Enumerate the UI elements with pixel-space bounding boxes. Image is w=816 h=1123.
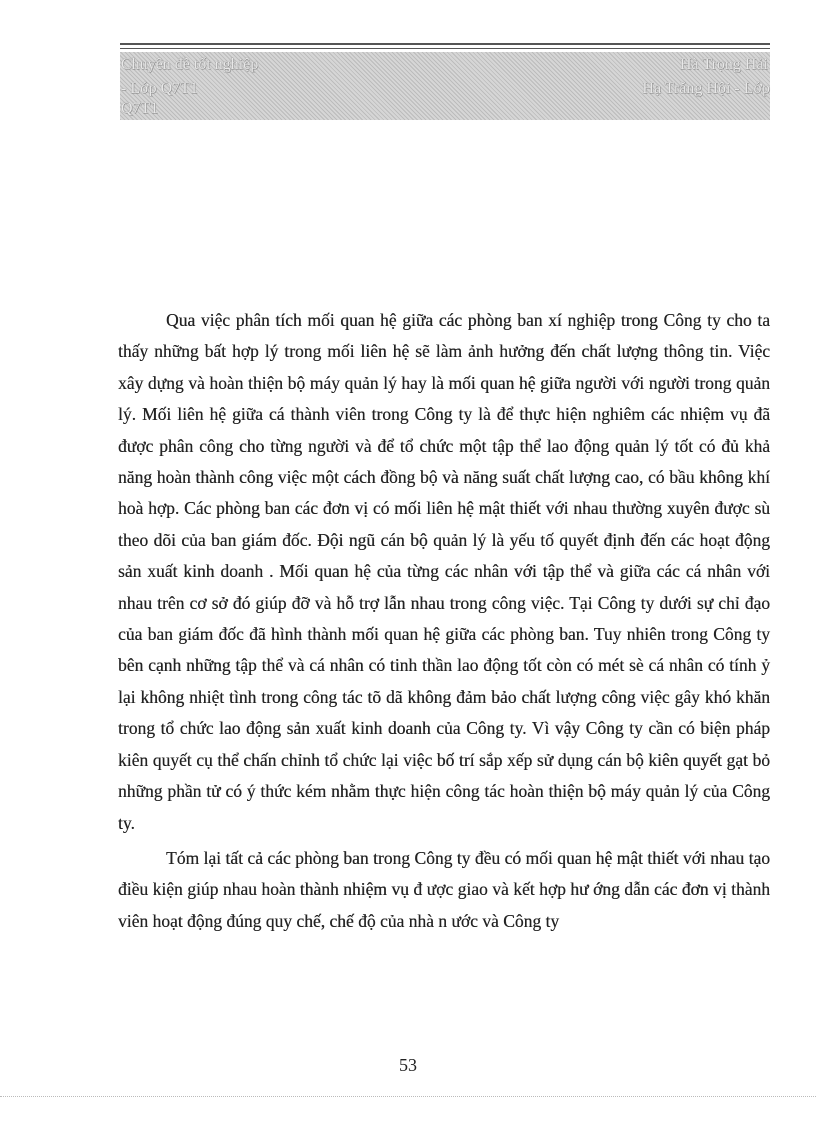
- header-rule: [120, 43, 770, 45]
- header-author-class: Hạ Trăng Hội - Lớp: [642, 80, 770, 97]
- paragraph: Qua việc phân tích mối quan hệ giữa các phòng ban xí nghiệp trong Công ty cho ta thấy những bất hợp lý trong mối liên hệ sẽ làm ảnh hưởng đến chất lượng thông tin. Việc xây dựng và hoàn thiện bộ máy quản lý hay là mối quan hệ giữa người với người trong quản lý. Mối liên hệ giữa cá thành viên trong Công ty là để thực hiện nghiêm các nhiệm vụ đã được phân công cho từng người và để tổ chức một tập thể lao động quản lý tốt có đủ khả năng hoàn thành công việc một cách đồng bộ và năng suất chất lượng cao, có bầu không khí hoà hợp. Các phòng ban các đơn vị có mối liên hệ mật thiết với nhau thường xuyên được sù theo dõi của ban giám đốc. Đội ngũ cán bộ quản lý là yếu tố quyết định đến các hoạt động sản xuất kinh doanh . Mối quan hệ của từng các nhân với tập thể và giữa các cá nhân với nhau trên cơ sở đó giúp đỡ và hỗ trợ lẫn nhau trong công việc. Tại Công ty dưới sự chỉ đạo của ban giám đốc đã hình thành mối quan hệ giữa các phòng ban. Tuy nhiên trong Công ty bên cạnh những tập thể và cá nhân có tinh thần lao động tốt còn có mét sè cá nhân có tính ỷ lại không nhiệt tình trong công tác tõ dã không đảm bảo chất lượng công việc gây khó khăn trong tổ chức lao động sản xuất kinh doanh của Công ty. Vì vậy Công ty cần có biện pháp kiên quyết cụ thể chấn chỉnh tổ chức lại việc bố trí sắp xếp sử dụng cán bộ kiên quyết gạt bỏ những phần tử có ý thức kém nhằm thực hiện công tác hoàn thiện bộ máy quản lý của Công ty.: [118, 310, 770, 833]
- footer-dotted-rule: [0, 1096, 816, 1097]
- header-author-name: Hà Trọng Hải: [679, 56, 768, 73]
- header-class-label: - Lớp Q7T1: [121, 80, 198, 97]
- header-rule-thin: [120, 48, 770, 49]
- page-number: 53: [399, 1055, 417, 1075]
- header-class-code: Q7T1: [121, 100, 159, 117]
- paragraph: Tóm lại tất cả các phòng ban trong Công ty đều có mối quan hệ mật thiết với nhau tạo điều kiện giúp nhau hoàn thành nhiệm vụ đ ược giao và kết hợp hư ớng dẫn các đơn vị thành viên hoạt động đúng quy chế, chế độ của nhà n ước và Công ty: [118, 847, 770, 931]
- body-text: [118, 305, 770, 937]
- header-thesis-title: Chuyên đề tốt nghiệp: [121, 56, 259, 73]
